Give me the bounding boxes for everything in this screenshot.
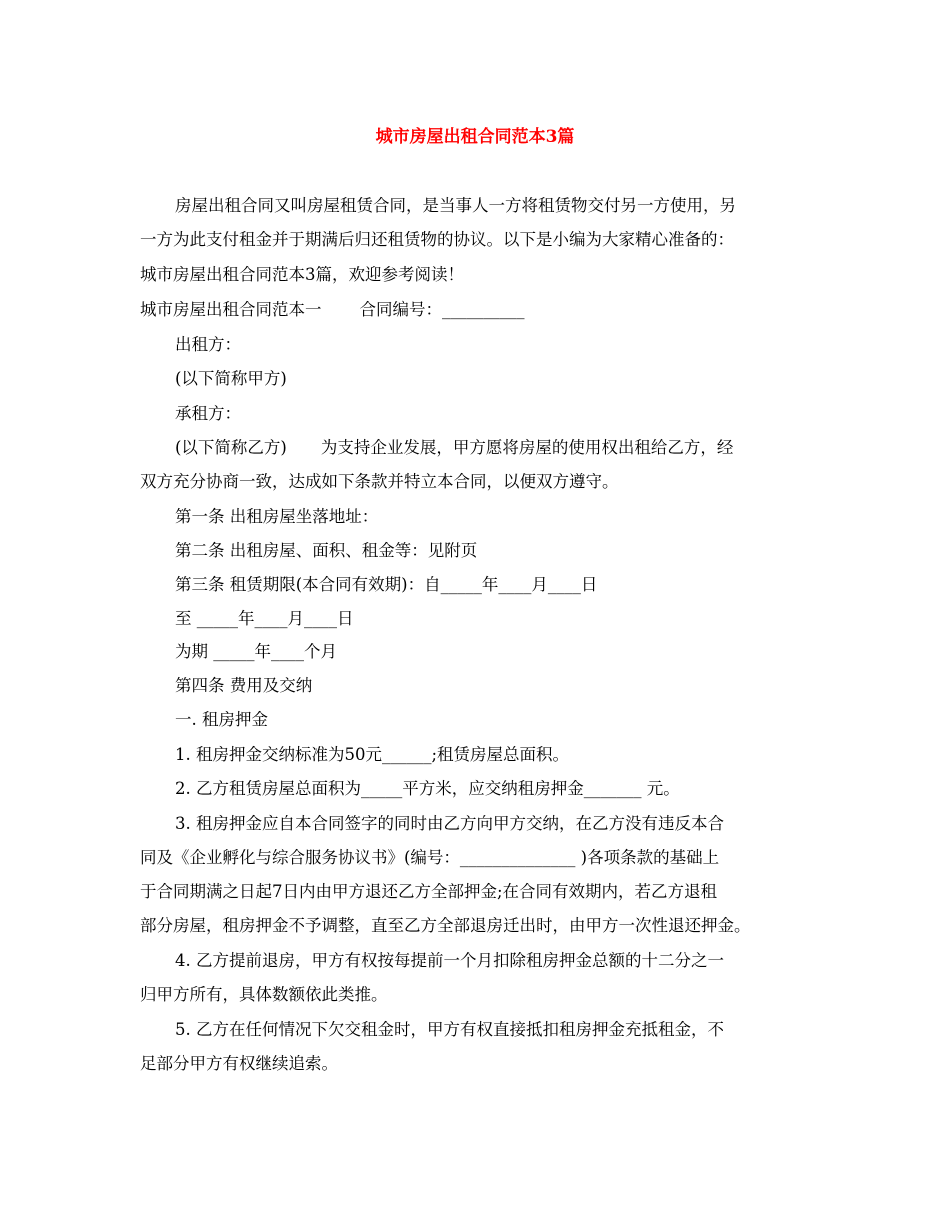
clause-line: 第四条 费用及交纳 [175, 676, 313, 695]
paragraph-line: 城市房屋出租合同范本3篇，欢迎参考阅读！ [140, 265, 464, 284]
paragraph-line: 3. 租房押金应自本合同签字的同时由乙方向甲方交纳，在乙方没有违反本合 [175, 814, 724, 833]
paragraph-line: 房屋出租合同又叫房屋租赁合同，是当事人一方将租赁物交付另一方使用，另 [175, 196, 736, 215]
document-title: 城市房屋出租合同范本3篇 [375, 127, 575, 147]
paragraph-text: 为支持企业发展，甲方愿将房屋的使用权出租给乙方，经 [320, 438, 734, 457]
paragraph-line: 4. 乙方提前退房，甲方有权按每提前一个月扣除租房押金总额的十二分之一 [175, 951, 724, 970]
lessor-label: 出租方： [175, 335, 241, 354]
paragraph-line: 足部分甲方有权继续追索。 [140, 1054, 338, 1073]
paragraph-line: 归甲方所有，具体数额依此类推。 [140, 985, 388, 1004]
clause-line: 至 _____年____月____日 [175, 609, 354, 628]
paragraph-line: 双方充分协商一致，达成如下条款并特立本合同，以便双方遵守。 [140, 472, 619, 491]
clause-line: 第三条 租赁期限(本合同有效期)：自_____年____月____日 [175, 575, 598, 594]
contract-heading-line [140, 299, 525, 321]
clause-line: 2. 乙方租赁房屋总面积为_____平方米，应交纳租房押金_______ 元。 [175, 779, 680, 798]
clause-line: 第一条 出租房屋坐落地址： [175, 507, 379, 526]
contract-number-field: 合同编号：__________ [359, 300, 525, 319]
paragraph-line: 部分房屋，租房押金不予调整，直至乙方全部退房迁出时，由甲方一次性退还押金。 [140, 916, 751, 935]
clause-line: 第二条 出租房屋、面积、租金等：见附页 [175, 541, 478, 560]
paragraph-line: 同及《企业孵化与综合服务协议书》(编号：______________ )各项条款的基础上 [140, 848, 720, 867]
contract-subtitle: 城市房屋出租合同范本一 [140, 300, 322, 319]
lessee-abbrev: (以下简称乙方) [175, 438, 287, 457]
paragraph-line: 5. 乙方在任何情况下欠交租金时，甲方有权直接抵扣租房押金充抵租金，不 [175, 1020, 724, 1039]
lessor-abbrev: (以下简称甲方) [175, 369, 287, 388]
clause-line: 1. 租房押金交纳标准为50元______;租赁房屋总面积。 [175, 745, 570, 764]
lessee-label: 承租方： [175, 404, 241, 423]
clause-line: 一. 租房押金 [175, 710, 268, 729]
paragraph-line: 一方为此支付租金并于期满后归还租赁物的协议。以下是小编为大家精心准备的： [140, 230, 734, 249]
paragraph-line [175, 437, 733, 459]
clause-line: 为期 _____年____个月 [175, 642, 337, 661]
paragraph-line: 于合同期满之日起7日内由甲方退还乙方全部押金;在合同有效期内，若乙方退租 [140, 882, 718, 901]
